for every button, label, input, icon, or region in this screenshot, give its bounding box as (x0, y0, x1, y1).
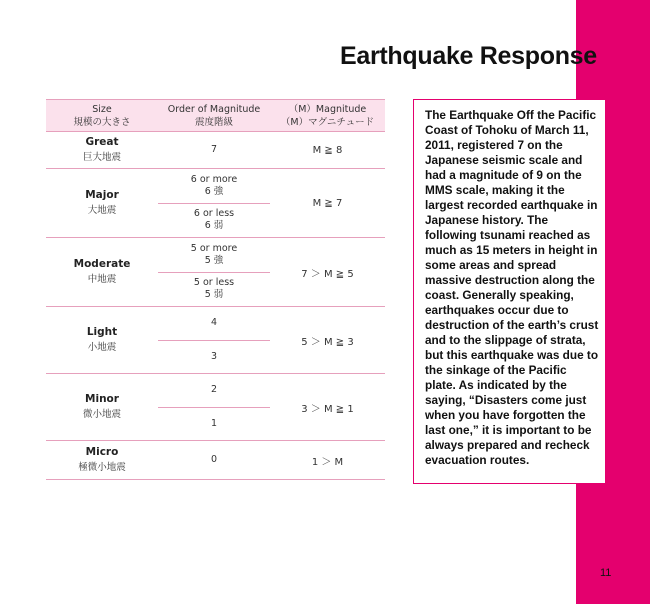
order-line-2: 5 弱 (204, 289, 224, 301)
magnitude-cell: 1 ＞ M (311, 456, 344, 468)
order-value (158, 407, 270, 441)
header-magnitude-ja: （M）マグニチュード (280, 116, 375, 128)
size-en: Minor (85, 393, 119, 405)
size-ja: 大地震 (87, 205, 117, 216)
magnitude-cell: M ≧ 8 (312, 144, 343, 156)
order-line-1: 3 (210, 350, 218, 362)
order-cell (158, 441, 270, 479)
info-paragraph: The Earthquake Off the Pacific Coast of Tohoku of March 11, 2011, registered 7 on the Japanese seismic scale and had a magnitude of 9 on the MMS scale, making it the largest recorded earthquake in Japanese history. The following tsunami reached as much as 15 meters in height in some areas and spread massive destruction along the coast. Generally speaking, earthquakes occur due to destruction of the earth’s crust and to the slippage of strata, but this earthquake was due to the sinkage of the Pacific plate. As indicated by the saying, “Disasters come just when you have forgotten the last one,” it is important to be always prepared and recheck evacuation routes. (425, 108, 599, 467)
header-order-en: Order of Magnitude (167, 103, 261, 115)
order-line-1: 5 or less (193, 277, 235, 289)
size-en: Moderate (73, 258, 131, 270)
order-line-1: 6 or less (193, 208, 235, 220)
size-cell (46, 132, 158, 168)
size-ja: 中地震 (87, 274, 117, 285)
table-row-great (46, 132, 385, 169)
header-size (46, 100, 158, 131)
size-ja: 小地震 (87, 342, 117, 353)
size-en: Major (85, 189, 119, 201)
order-value (158, 132, 270, 168)
size-cell (46, 307, 158, 373)
magnitude-cell: 5 ＞ M ≧ 3 (301, 336, 354, 348)
order-line-1: 7 (210, 144, 218, 155)
order-cell (158, 169, 270, 237)
order-line-2: 6 弱 (204, 220, 224, 232)
header-order (158, 100, 270, 131)
size-ja: 微小地震 (82, 409, 121, 420)
table-header (46, 100, 385, 132)
order-line-1: 6 or more (190, 173, 238, 185)
order-value (158, 340, 270, 374)
header-size-ja: 規模の大きさ (73, 116, 131, 128)
earthquake-scale-table (46, 99, 385, 480)
size-en: Micro (85, 446, 119, 458)
magnitude-cell: 3 ＞ M ≧ 1 (301, 403, 354, 415)
order-line-1: 0 (210, 454, 218, 465)
table-row-major (46, 169, 385, 238)
order-line-2: 6 強 (204, 185, 224, 197)
order-line-2: 5 強 (204, 254, 224, 266)
order-line-1: 5 or more (190, 242, 238, 254)
size-ja: 巨大地震 (82, 152, 121, 163)
order-cell (158, 132, 270, 168)
order-value (158, 169, 270, 203)
size-en: Great (85, 136, 119, 148)
order-line-1: 1 (210, 417, 218, 429)
header-magnitude (270, 100, 385, 131)
order-value (158, 374, 270, 407)
header-order-ja: 震度階級 (194, 116, 233, 128)
order-value (158, 307, 270, 340)
table-row-micro (46, 441, 385, 480)
size-cell (46, 374, 158, 440)
size-ja: 極微小地震 (78, 462, 126, 473)
order-value (158, 272, 270, 307)
page-title: Earthquake Response (340, 42, 597, 70)
size-cell (46, 169, 158, 237)
magnitude-cell: M ≧ 7 (312, 197, 343, 209)
order-value (158, 203, 270, 238)
order-line-1: 4 (210, 317, 218, 329)
size-cell (46, 441, 158, 479)
table-row-light (46, 307, 385, 374)
order-value (158, 441, 270, 479)
header-size-en: Size (92, 103, 112, 115)
size-cell (46, 238, 158, 306)
table-row-moderate (46, 238, 385, 307)
page-number: 11 (600, 567, 612, 579)
order-cell (158, 307, 270, 373)
table-row-minor (46, 374, 385, 441)
header-magnitude-en: （M）Magnitude (288, 103, 367, 115)
order-line-1: 2 (210, 384, 218, 396)
order-cell (158, 238, 270, 306)
magnitude-cell: 7 ＞ M ≧ 5 (301, 268, 354, 280)
info-text-box (413, 99, 606, 484)
size-en: Light (86, 326, 118, 338)
order-value (158, 238, 270, 272)
order-cell (158, 374, 270, 440)
